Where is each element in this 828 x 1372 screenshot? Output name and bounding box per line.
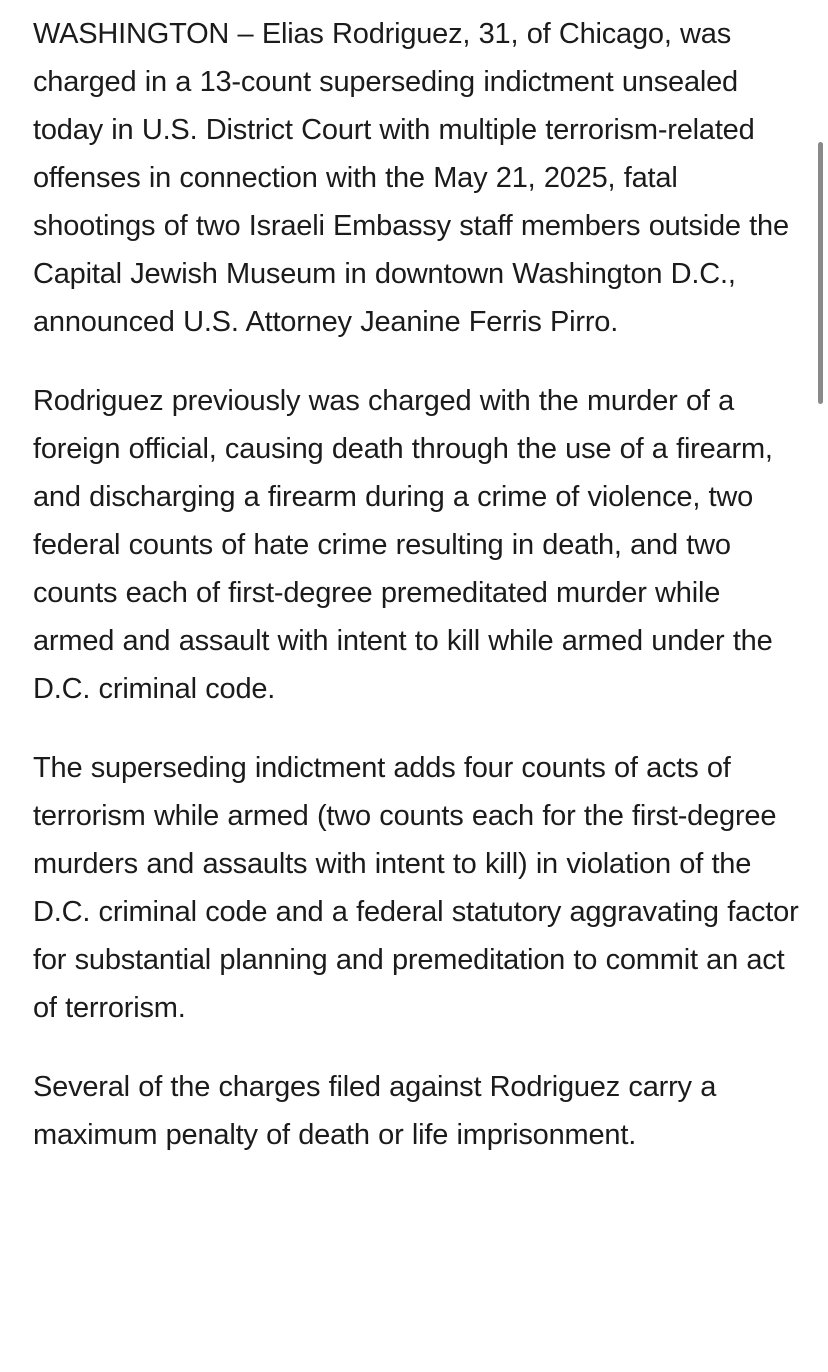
scrollbar-thumb[interactable] bbox=[818, 142, 823, 404]
article-body bbox=[33, 10, 803, 1190]
article-paragraph-1: WASHINGTON – Elias Rodriguez, 31, of Chicago, was charged in a 13-count superseding indictment unsealed today in U.S. District Court with multiple terrorism-related offenses in connection with the May 21, 2025, fatal shootings of two Israeli Embassy staff members outside the Capital Jewish Museum in downtown Washington D.C., announced U.S. Attorney Jeanine Ferris Pirro. bbox=[33, 18, 789, 338]
article-paragraph-2: Rodriguez previously was charged with the murder of a foreign official, causing death through the use of a firearm, and discharging a firearm during a crime of violence, two federal counts of hate crime resulting in death, and two counts each of first-degree premeditated murder while armed and assault with intent to kill while armed under the D.C. criminal code. bbox=[33, 385, 773, 705]
article-paragraph-4: Several of the charges filed against Rodriguez carry a maximum penalty of death or life imprisonment. bbox=[33, 1071, 717, 1151]
article-paragraph-3: The superseding indictment adds four counts of acts of terrorism while armed (two counts each for the first-degree murders and assaults with intent to kill) in violation of the D.C. criminal code and a federal statutory aggravating factor for substantial planning and premeditation to commit an act of terrorism. bbox=[33, 752, 799, 1024]
